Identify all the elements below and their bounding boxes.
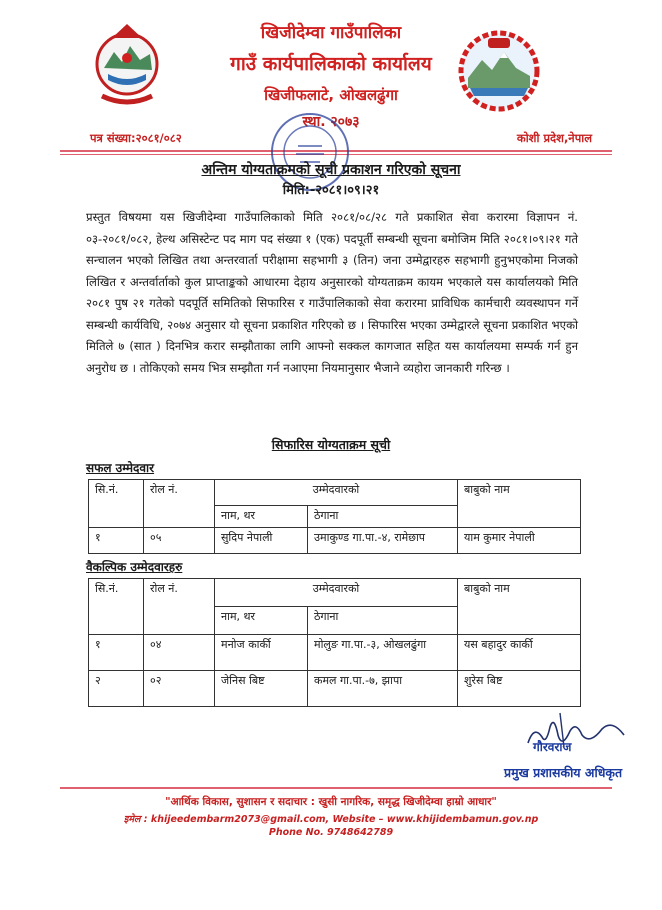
cell-roll: ०४ bbox=[144, 635, 215, 671]
header-roll: रोल नं. bbox=[144, 579, 215, 635]
cell-sn: २ bbox=[89, 671, 144, 707]
officer-title: प्रमुख प्रशासकीय अधिकृत bbox=[504, 765, 623, 780]
reference-number: पत्र संख्या:२०८१/०८२ bbox=[90, 131, 182, 145]
office-address: खिजीफलाटे, ओखलढुंगा bbox=[264, 86, 398, 104]
footer-divider bbox=[60, 787, 612, 789]
cell-father: याम कुमार नेपाली bbox=[458, 528, 581, 554]
table-row bbox=[89, 635, 581, 671]
header-address: ठेगाना bbox=[308, 506, 458, 528]
table-row bbox=[89, 671, 581, 707]
header-candidate: उम्मेदवारको bbox=[215, 480, 458, 506]
table-header-row bbox=[89, 480, 581, 506]
province-label: कोशी प्रदेश,नेपाल bbox=[516, 131, 592, 145]
header-name-surname: नाम, थर bbox=[215, 607, 308, 635]
header-name-surname: नाम, थर bbox=[215, 506, 308, 528]
header-sn: सि.नं. bbox=[89, 480, 144, 528]
cell-father: शुरेस बिष्ट bbox=[458, 671, 581, 707]
table-header-row bbox=[89, 579, 581, 607]
footer-contact: इमेल : khijeedembarm2073@gmail.com, Website – www.khijidembamun.gov.np bbox=[123, 814, 539, 825]
notice-title: अन्तिम योग्यताक्रमको सूची प्रकाशन गरिएको सूचना bbox=[201, 162, 461, 178]
cell-father: यस बहादुर कार्की bbox=[458, 635, 581, 671]
notice-body: प्रस्तुत विषयमा यस खिजीदेम्वा गाउँपालिकाको मिति २०८१/०८/२८ गते प्रकाशित सेवा करारमा विज्ञापन नं. ०३-२०८१/०८२, हेल्थ असिस्टेन्ट पद माग पद संख्या १ (एक) पदपूर्ती सम्बन्धी सूचना बमोजिम मिति २०८१।०९।२१ गते सन्चालन भएको लिखित तथा अन्तरवार्ता परीक्षामा सहभागी ३ (तिन) जना उम्मेद्वारहरु सहभागी हुनुभएकोमा निजको लिखित र अन्तर्वार्ताको कुल प्राप्ताङ्कको आधारमा देहाय अनुसारको योग्यताक्रम कायम भएकाले यस कार्यालयको मिति २०८१ पुष २१ गतेको पदपूर्ति समितिको सिफारिस र गाउँपालिकाको सेवा करारमा प्राविधिक कार्मचारी व्यवस्थापन गर्ने सम्बन्धी कार्यविधि, २०७४ अनुसार यो सूचना प्रकाशित गरिएको छ । सिफारिस भएका उम्मेद्वारले सूचना प्रकाशित भएको मितिले ७ (सात ) दिनभित्र करार सम्झौताका लागि आफ्नो सक्कल कागजात सहित यस कार्यालयमा सम्पर्क गर्न हुन अनुरोध छ । तोकिएको समय भित्र सम्झौता गर्न नआएमा नियमानुसार भैजाने व्यहोरा जानकारी गरिन्छ । bbox=[86, 210, 578, 375]
header-father: बाबुको नाम bbox=[458, 480, 581, 528]
cell-name: जेनिस बिष्ट bbox=[215, 671, 308, 707]
cell-address: कमल गा.पा.-७, झापा bbox=[308, 671, 458, 707]
office-name-line1: खिजीदेम्वा गाउँपालिका bbox=[260, 23, 402, 43]
cell-address: उमाकुण्ड गा.पा.-४, रामेछाप bbox=[308, 528, 458, 554]
footer-phone: Phone No. 9748642789 bbox=[268, 827, 394, 838]
successful-candidate-heading: सफल उम्मेदवार bbox=[86, 461, 155, 475]
cell-name: सुदिप नेपाली bbox=[215, 528, 308, 554]
office-name-line2: गाउँ कार्यपालिकाको कार्यालय bbox=[230, 53, 432, 75]
alternate-candidates-heading: वैकल्पिक उम्मेदवारहरु bbox=[86, 560, 183, 574]
cell-sn: १ bbox=[89, 635, 144, 671]
notice-date: मिति:-२०८१।०९।२१ bbox=[282, 183, 380, 198]
cell-name: मनोज कार्की bbox=[215, 635, 308, 671]
recommended-list-title: सिफारिस योग्यताक्रम सूची bbox=[271, 437, 391, 452]
footer-slogan: "आर्थिक विकास, सुशासन र सदाचार : खुसी नागरिक, समृद्ध खिजीदेम्वा हाम्रो आधार" bbox=[165, 796, 497, 808]
cell-sn: १ bbox=[89, 528, 144, 554]
header-address: ठेगाना bbox=[308, 607, 458, 635]
header-sn: सि.नं. bbox=[89, 579, 144, 635]
table-row bbox=[89, 528, 581, 554]
established-year: स्था. २०७३ bbox=[302, 114, 360, 130]
header-father: बाबुको नाम bbox=[458, 579, 581, 635]
officer-name: गौरवराज bbox=[533, 740, 572, 754]
cell-roll: ०५ bbox=[144, 528, 215, 554]
header-candidate: उम्मेदवारको bbox=[215, 579, 458, 607]
alternate-candidates-table bbox=[88, 578, 581, 707]
cell-address: मोलुङ गा.पा.-३, ओखलढुंगा bbox=[308, 635, 458, 671]
header-roll: रोल नं. bbox=[144, 480, 215, 528]
successful-candidate-table bbox=[88, 479, 581, 554]
cell-roll: ०२ bbox=[144, 671, 215, 707]
